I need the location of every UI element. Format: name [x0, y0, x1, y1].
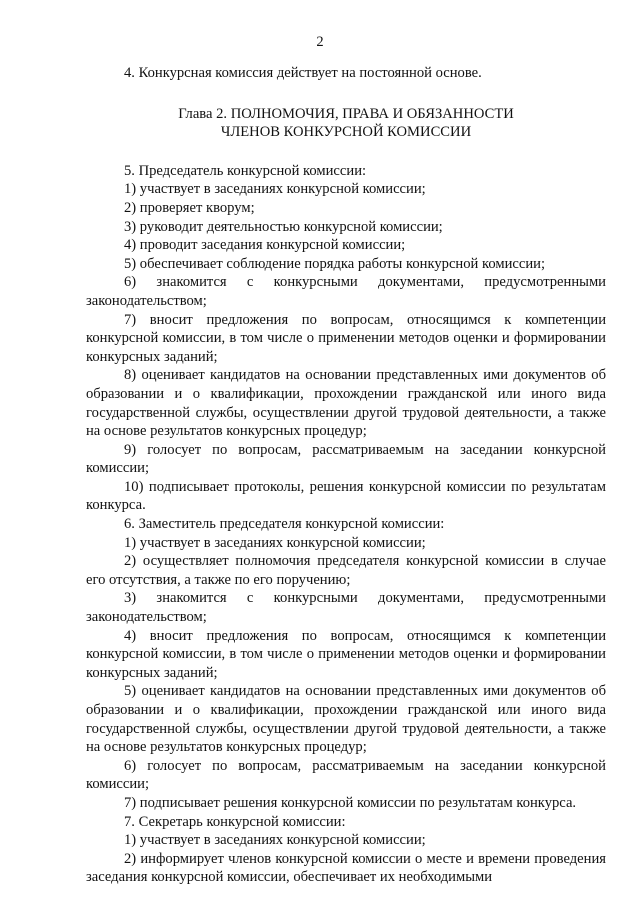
list-item: 4) вносит предложения по вопросам, относящимся к компетенции конкурсной комиссии, в том числе о применении методов оценки и формировании конкурсных заданий;	[86, 627, 606, 681]
list-item: 9) голосует по вопросам, рассматриваемым на заседании конкурсной комиссии;	[86, 441, 606, 477]
list-item: 7) подписывает решения конкурсной комиссии по результатам конкурса.	[124, 794, 577, 811]
list-item: 3) знакомится с конкурсными документами, предусмотренными законодательством;	[86, 590, 606, 626]
list-item: 10) подписывает протоколы, решения конкурсной комиссии по результатам конкурса.	[86, 478, 606, 514]
list-item: 8) оценивает кандидатов на основании представленных ими документов об образовании и о квалификации, прохождении гражданской или иного вида государственной службы, осуществлении другой трудовой деятельности, а также на основе результатов конкурсных процедур;	[86, 367, 606, 440]
chapter-heading-line-1: Глава 2. ПОЛНОМОЧИЯ, ПРАВА И ОБЯЗАННОСТИ	[178, 105, 514, 122]
paragraph-6-heading: 6. Заместитель председателя конкурсной комиссии:	[124, 516, 445, 533]
list-item: 2) проверяет кворум;	[124, 199, 255, 216]
chapter-heading-line-2: ЧЛЕНОВ КОНКУРСНОЙ КОМИССИИ	[220, 124, 472, 141]
list-item: 1) участвует в заседаниях конкурсной комиссии;	[124, 832, 426, 849]
page-number: 2	[316, 34, 324, 50]
list-item: 3) руководит деятельностью конкурсной комиссии;	[124, 218, 443, 235]
list-item: 1) участвует в заседаниях конкурсной комиссии;	[124, 534, 426, 551]
list-item: 5) обеспечивает соблюдение порядка работы конкурсной комиссии;	[124, 255, 546, 272]
chapter-heading	[86, 105, 606, 142]
paragraph-5-heading: 5. Председатель конкурсной комиссии:	[124, 162, 367, 179]
paragraph-4: 4. Конкурсная комиссия действует на постоянной основе.	[124, 65, 482, 81]
list-item: 2) осуществляет полномочия председателя конкурсной комиссии в случае его отсутствия, а также по его поручению;	[86, 553, 606, 588]
list-item: 6) голосует по вопросам, рассматриваемым на заседании конкурсной комиссии;	[86, 757, 606, 793]
list-item: 1) участвует в заседаниях конкурсной комиссии;	[124, 181, 426, 198]
list-item: 2) информирует членов конкурсной комиссии о месте и времени проведения заседания конкурсной комиссии, обеспечивает их необходимыми	[86, 850, 606, 886]
list-item: 7) вносит предложения по вопросам, относящимся к компетенции конкурсной комиссии, в том числе о применении методов оценки и формировании конкурсных заданий;	[86, 311, 606, 365]
list-item: 4) проводит заседания конкурсной комиссии;	[124, 237, 406, 254]
paragraph-7-heading: 7. Секретарь конкурсной комиссии:	[124, 813, 346, 830]
list-item: 6) знакомится с конкурсными документами, предусмотренными законодательством;	[86, 274, 606, 309]
document-body	[86, 64, 606, 887]
list-item: 5) оценивает кандидатов на основании представленных ими документов об образовании и о квалификации, прохождении гражданской или иного вида государственной службы, осуществлении другой трудовой деятельности, а также на основе результатов конкурсных процедур;	[86, 683, 606, 756]
